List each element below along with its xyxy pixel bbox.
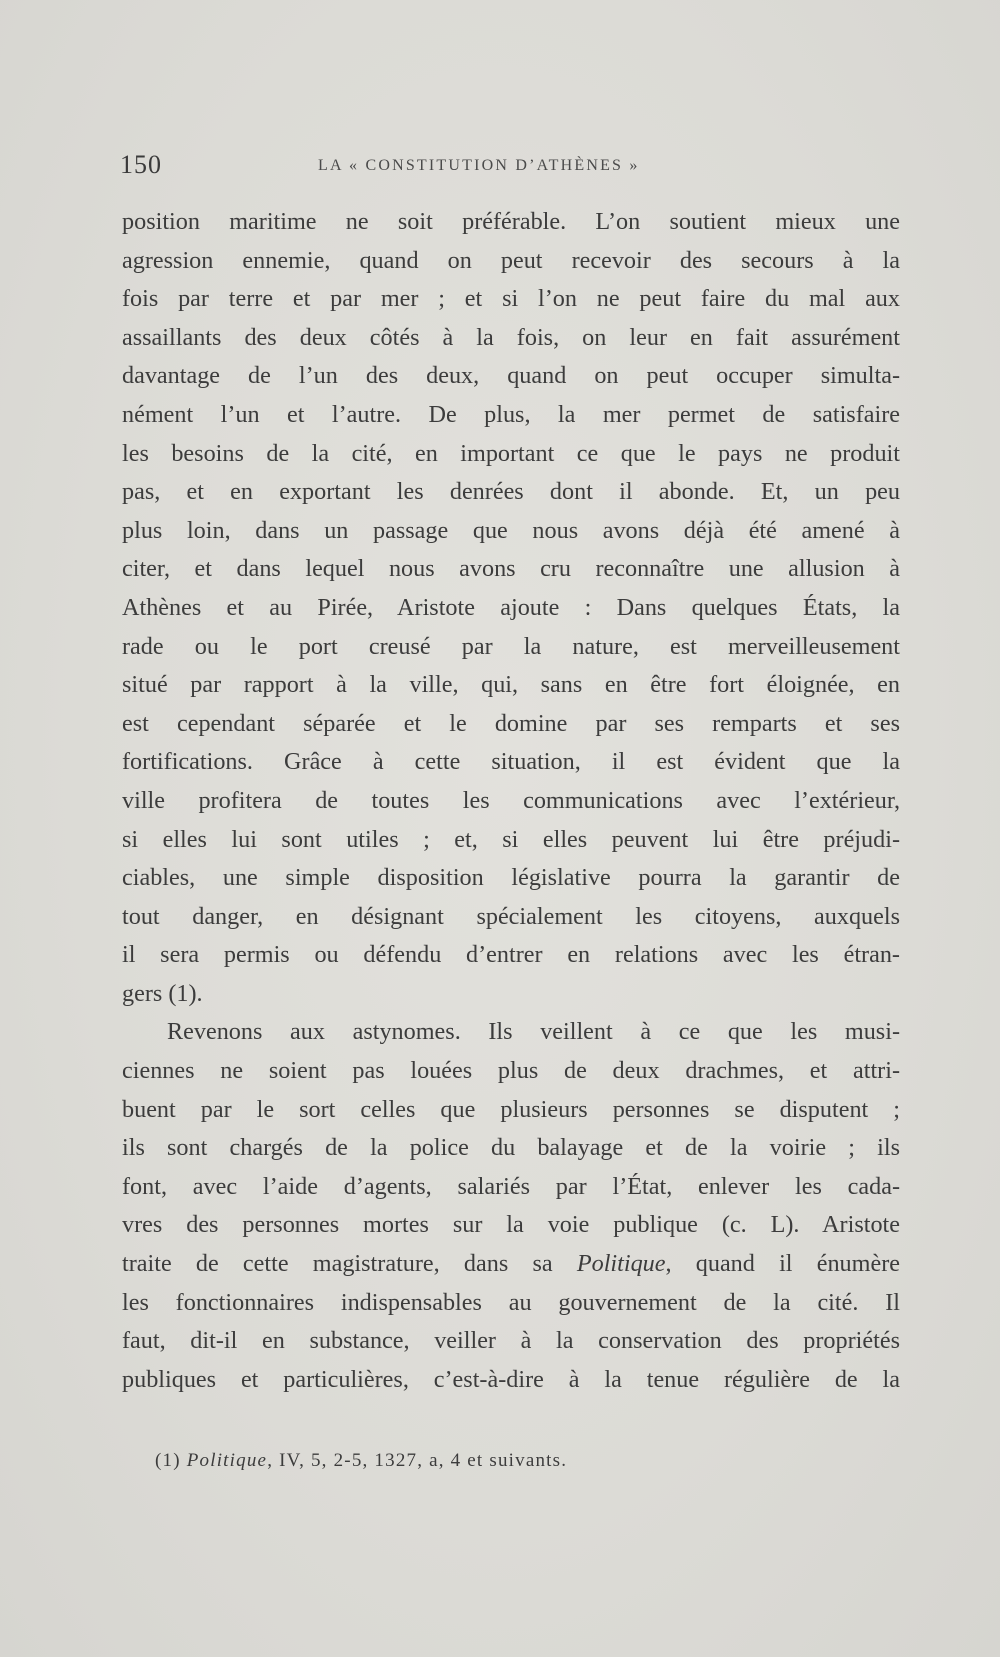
text-line: si elles lui sont utiles ; et, si elles peuvent lui être préjudi-	[122, 825, 900, 853]
text-line: ville profitera de toutes les communications avec l’extérieur,	[122, 786, 900, 814]
text-fragment: , quand il énumère	[665, 1250, 900, 1278]
text-line: fois par terre et par mer ; et si l’on ne peut faire du mal aux	[122, 285, 900, 313]
text-line: est cependant séparée et le domine par ses remparts et ses	[122, 709, 900, 737]
text-line: pas, et en exportant les denrées dont il abonde. Et, un peu	[122, 478, 900, 506]
footnote	[155, 1450, 855, 1472]
paragraph-1	[122, 203, 900, 1013]
text-line: davantage de l’un des deux, quand on peut occuper simulta-	[122, 362, 900, 390]
text-line: Revenons aux astynomes. Ils veillent à ce que les musi-	[167, 1018, 900, 1046]
text-line: faut, dit-il en substance, veiller à la conservation des propriétés	[122, 1327, 900, 1355]
text-line: tout danger, en désignant spécialement les citoyens, auxquels	[122, 902, 900, 930]
running-head: LA « CONSTITUTION D’ATHÈNES »	[318, 157, 640, 174]
text-line-with-italic	[122, 1245, 900, 1284]
page-number: 150	[120, 150, 162, 179]
text-line: agression ennemie, quand on peut recevoir des secours à la	[122, 246, 900, 274]
paragraph-2	[122, 1013, 900, 1399]
text-line: gers (1).	[122, 979, 203, 1007]
text-line: assaillants des deux côtés à la fois, on leur en fait assurément	[122, 323, 900, 351]
text-line: rade ou le port creusé par la nature, est merveilleusement	[122, 632, 900, 660]
text-line: position maritime ne soit préférable. L’on soutient mieux une	[122, 208, 900, 235]
text-line: citer, et dans lequel nous avons cru reconnaître une allusion à	[122, 555, 900, 583]
italic-title: Politique	[576, 1250, 666, 1278]
text-line: ciables, une simple disposition législative pourra la garantir de	[122, 864, 900, 892]
text-line: publiques et particulières, c’est-à-dire à la tenue régulière de la	[122, 1365, 900, 1393]
text-line: buent par le sort celles que plusieurs personnes se disputent ;	[122, 1095, 900, 1123]
text-line: font, avec l’aide d’agents, salariés par l’État, enlever les cada-	[122, 1172, 900, 1200]
footnote-reference: , IV, 5, 2-5, 1327, a, 4 et suivants.	[267, 1450, 568, 1471]
text-line: Athènes et au Pirée, Aristote ajoute : Dans quelques États, la	[122, 593, 900, 621]
text-line: les besoins de la cité, en important ce que le pays ne produit	[122, 439, 900, 467]
text-line: vres des personnes mortes sur la voie publique (c. L). Aristote	[122, 1211, 900, 1239]
page-header	[120, 150, 900, 190]
text-line: nément l’un et l’autre. De plus, la mer permet de satisfaire	[122, 400, 900, 428]
text-fragment: traite de cette magistrature, dans sa	[122, 1250, 577, 1278]
text-line: fortifications. Grâce à cette situation, il est évident que la	[122, 748, 900, 776]
body-text	[122, 203, 900, 1399]
text-line: ciennes ne soient pas louées plus de deux drachmes, et attri-	[122, 1057, 900, 1085]
text-line: les fonctionnaires indispensables au gouvernement de la cité. Il	[122, 1288, 900, 1316]
text-line: ils sont chargés de la police du balayage et de la voirie ; ils	[122, 1134, 900, 1162]
footnote-marker: (1)	[155, 1450, 187, 1471]
text-line: plus loin, dans un passage que nous avons déjà été amené à	[122, 516, 900, 544]
text-line: situé par rapport à la ville, qui, sans en être fort éloignée, en	[122, 671, 900, 699]
text-line: il sera permis ou défendu d’entrer en relations avec les étran-	[122, 941, 900, 969]
footnote-work-title: Politique	[186, 1450, 268, 1471]
